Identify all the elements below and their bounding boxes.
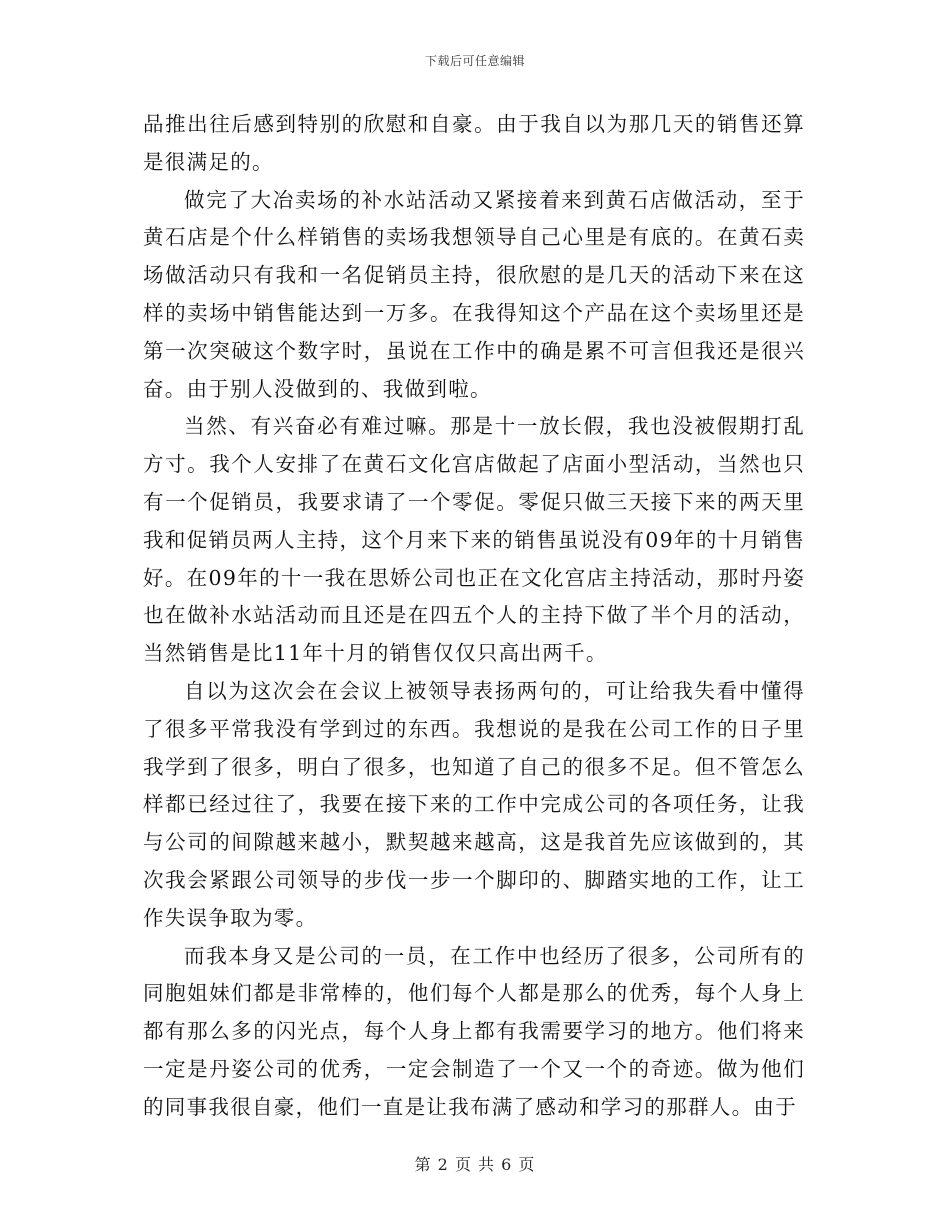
- page-header: 下载后可任意编辑: [424, 54, 525, 68]
- paragraph-3: 当然、有兴奋必有难过嘛。那是十一放长假，我也没被假期打乱方寸。我个人安排了在黄石文化宫店做起了店面小型活动，当然也只有一个促销员，我要求请了一个零促。零促只做三天接下来的两天里我和促销员两人主持，这个月来下来的销售虽说没有09年的十月销售好。在09年的十一我在思娇公司也正在文化宫店主持活动，那时丹姿也在做补水站活动而且还是在四五个人的主持下做了半个月的活动，当然销售是比11年十月的销售仅仅只高出两千。: [143, 414, 805, 666]
- paragraph-4: 自以为这次会在会议上被领导表扬两句的，可让给我失看中懂得了很多平常我没有学到过的东西。我想说的是我在公司工作的日子里我学到了很多，明白了很多，也知道了自己的很多不足。但不管怎么样都已经过往了，我要在接下来的工作中完成公司的各项任务，让我与公司的间隙越来越小，默契越来越高，这是我首先应该做到的，其次我会紧跟公司领导的步伐一步一个脚印的、脚踏实地的工作，让工作失误争取为零。: [143, 678, 805, 930]
- document-body: [143, 106, 805, 1127]
- paragraph-2: 做完了大冶卖场的补水站活动又紧接着来到黄石店做活动，至于黄石店是个什么样销售的卖场我想领导自己心里是有底的。在黄石卖场做活动只有我和一名促销员主持，很欣慰的是几天的活动下来在这样的卖场中销售能达到一万多。在我得知这个产品在这个卖场里还是第一次突破这个数字时，虽说在工作中的确是累不可言但我还是很兴奋。由于别人没做到的、我做到啦。: [143, 187, 805, 401]
- paragraph-1: 品推出往后感到特别的欣慰和自豪。由于我自以为那几天的销售还算是很满足的。: [143, 112, 805, 174]
- page-number-footer: 第 2 页 共 6 页: [414, 1155, 536, 1174]
- paragraph-5: 而我本身又是公司的一员，在工作中也经历了很多，公司所有的同胞姐妹们都是非常棒的，他们每个人都是那么的优秀，每个人身上都有那么多的闪光点，每个人身上都有我需要学习的地方。他们将来一定是丹姿公司的优秀，一定会制造了一个又一个的奇迹。做为他们的同事我很自豪，他们一直是让我布满了感动和学习的那群人。由于: [143, 943, 805, 1119]
